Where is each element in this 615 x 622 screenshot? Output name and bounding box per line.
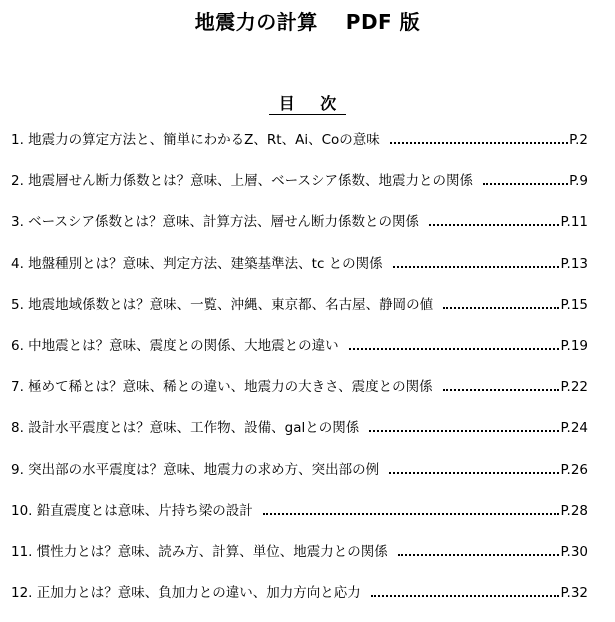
toc-dot-leader <box>349 348 560 350</box>
toc-entry-label: 12. 正加力とは？意味、負加力との違い、加力方向と応力 <box>11 585 361 602</box>
toc-dot-leader <box>398 554 560 556</box>
toc-entry-9[interactable] <box>11 458 588 499</box>
toc-entry-page: P.19 <box>560 337 588 354</box>
toc-entry-label: 5. 地震地域係数とは？意味、一覧、沖縄、東京都、名古屋、静岡の値 <box>11 296 434 313</box>
toc-entry-label: 9. 突出部の水平震度は？意味、地震力の求め方、突出部の例 <box>11 461 380 478</box>
toc-dot-leader <box>369 430 559 432</box>
toc-entry-page: P.30 <box>560 543 588 560</box>
toc-entry-label: 7. 極めて稀とは？意味、稀との違い、地震力の大きさ、震度との関係 <box>11 379 433 396</box>
toc-entry-5[interactable] <box>11 293 588 334</box>
toc-entry-page: P.11 <box>560 214 588 231</box>
toc-entry-label: 8. 設計水平震度とは？意味、工作物、設備、galとの関係 <box>11 420 360 437</box>
toc-entry-2[interactable] <box>11 169 588 210</box>
toc-entry-label: 1. 地震力の算定方法と、簡単にわかるZ、Rt、Ai、Coの意味 <box>11 132 380 148</box>
toc-entry-page: P.32 <box>560 585 588 602</box>
toc-entry-1[interactable] <box>11 128 588 169</box>
toc-entry-page: P.15 <box>560 296 588 313</box>
toc-entry-page: P.26 <box>560 461 588 478</box>
toc-heading-text: 目 次 <box>269 94 347 115</box>
document-title-text: 地震力の計算 <box>194 10 318 34</box>
toc-entry-label: 6. 中地震とは？意味、震度との関係、大地震との違い <box>11 337 339 354</box>
toc-entry-6[interactable] <box>11 334 588 375</box>
document-title <box>0 6 615 35</box>
toc-entry-label: 3. ベースシア係数とは？意味、計算方法、層せん断力係数との関係 <box>11 214 419 231</box>
document-title-suffix: PDF 版 <box>345 10 421 34</box>
toc-entry-page: P.9 <box>569 173 588 190</box>
toc-dot-leader <box>393 266 560 268</box>
toc-dot-leader <box>371 595 560 597</box>
toc-entry-10[interactable] <box>11 499 588 540</box>
toc-entry-label: 10. 鉛直震度とは意味、片持ち梁の設計 <box>11 502 253 519</box>
toc-dot-leader <box>443 389 560 391</box>
toc-entry-12[interactable] <box>11 581 588 622</box>
toc-dot-leader <box>390 142 568 144</box>
toc-dot-leader <box>263 513 560 515</box>
table-of-contents <box>11 128 588 622</box>
toc-entry-page: P.22 <box>560 379 588 396</box>
toc-entry-3[interactable] <box>11 210 588 251</box>
toc-entry-page: P.24 <box>560 420 588 437</box>
toc-dot-leader <box>443 307 559 309</box>
toc-entry-4[interactable] <box>11 252 588 293</box>
toc-entry-11[interactable] <box>11 540 588 581</box>
toc-dot-leader <box>389 472 559 474</box>
toc-entry-page: P.28 <box>560 502 588 519</box>
toc-entry-8[interactable] <box>11 416 588 457</box>
toc-entry-page: P.13 <box>560 255 588 272</box>
toc-dot-leader <box>483 183 568 185</box>
toc-heading <box>0 91 615 114</box>
toc-entry-7[interactable] <box>11 375 588 416</box>
toc-entry-label: 11. 慣性力とは？意味、読み方、計算、単位、地震力との関係 <box>11 543 388 560</box>
toc-dot-leader <box>429 224 559 226</box>
toc-entry-page: P.2 <box>569 132 588 148</box>
toc-entry-label: 2. 地震層せん断力係数とは？意味、上層、ベースシア係数、地震力との関係 <box>11 173 473 190</box>
toc-entry-label: 4. 地盤種別とは？意味、判定方法、建築基準法、tc との関係 <box>11 255 383 272</box>
